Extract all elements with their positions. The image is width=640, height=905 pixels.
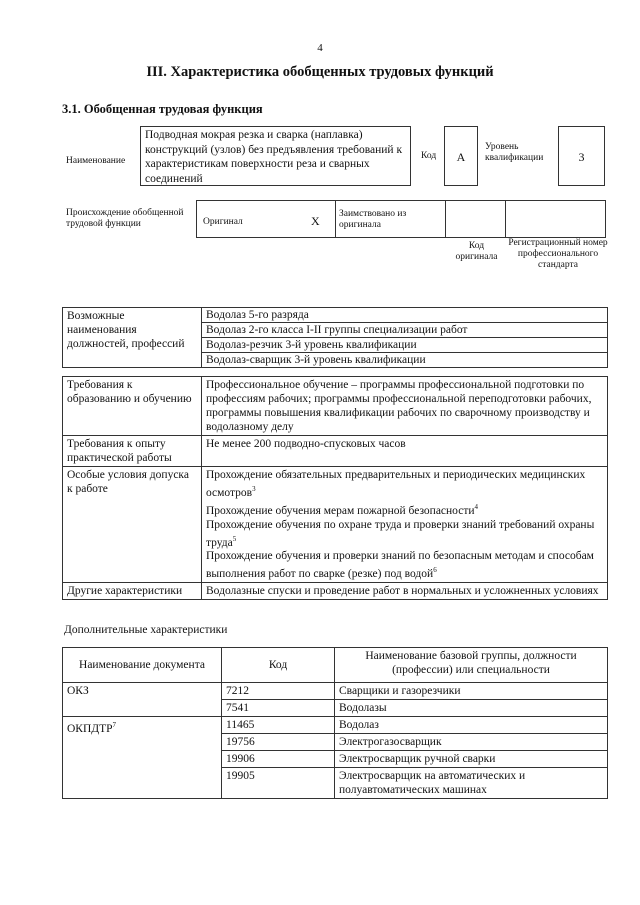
position-item: Водолаз 2-го класса I-II группы специализации работ — [202, 323, 607, 338]
row-name: Сварщики и газорезчики — [335, 683, 608, 700]
row-code: 11465 — [222, 717, 335, 734]
name-value: Подводная мокрая резка и сварка (наплавка) конструкций (узлов) без предъявления требований к характеристикам поверхности реза и сварных соединений — [140, 126, 411, 186]
level-value: 3 — [558, 126, 605, 186]
col-doc-header: Наименование документа — [63, 648, 222, 683]
other-value: Водолазные спуски и проведение работ в нормальных и усложненных условиях — [202, 583, 608, 600]
special-item: Прохождение обучения мерам пожарной безопасности$^4$ — [206, 502, 479, 517]
code-value: A — [444, 126, 478, 186]
borrowed-label: Заимствовано из оригинала — [339, 209, 407, 230]
education-label: Требования к образованию и обучению — [63, 377, 202, 436]
row-code: 7212 — [222, 683, 335, 700]
position-item: Водолаз-сварщик 3-й уровень квалификации — [206, 354, 426, 366]
special-item: Прохождение обязательных предварительных и периодических медицинских осмотров$^3$ — [206, 469, 586, 499]
original-mark: X — [311, 214, 320, 228]
origin-label: Происхождение обобщенной трудовой функции — [66, 208, 184, 229]
special-item: Прохождение обучения и проверки знаний по безопасным методам и способам выполнения работ по сварке (резке) под водой$^6$ — [206, 550, 594, 581]
row-code: 19905 — [222, 768, 335, 799]
name-label: Наименование — [66, 156, 126, 166]
special-conditions — [202, 467, 608, 583]
original-label: Оригинал — [203, 217, 243, 227]
special-label: Особые условия допуска к работе — [63, 467, 202, 583]
row-code: 19756 — [222, 734, 335, 751]
position-item: Водолаз-резчик 3-й уровень квалификации — [202, 338, 607, 353]
row-name: Электросварщик на автоматических и полуавтоматических машинах — [335, 768, 608, 799]
row-name: Водолаз — [335, 717, 608, 734]
row-name: Электросварщик ручной сварки — [335, 751, 608, 768]
row-code: 19906 — [222, 751, 335, 768]
okpdtr-cell: ОКПДТР$^7$ — [63, 717, 222, 799]
additional-table — [62, 647, 608, 799]
position-item: Водолаз 5-го разряда — [202, 308, 607, 323]
experience-label: Требования к опыту практической работы — [63, 436, 202, 467]
page-number: 4 — [317, 42, 323, 54]
code-label: Код — [421, 151, 437, 161]
reg-caption: Регистрационный номер профессионального стандарта — [508, 238, 608, 270]
code-caption: Код оригинала — [455, 241, 498, 262]
experience-value: Не менее 200 подводно-спусковых часов — [202, 436, 608, 467]
row-code: 7541 — [222, 700, 335, 717]
other-label: Другие характеристики — [63, 583, 202, 600]
origin-box — [196, 200, 606, 238]
row-name: Электрогазосварщик — [335, 734, 608, 751]
section-title: III. Характеристика обобщенных трудовых функций — [146, 64, 494, 80]
positions-label: Возможные наименования должностей, профессий — [63, 308, 202, 368]
education-value: Профессиональное обучение – программы профессиональной подготовки по профессиям рабочих; программы профессиональной переподготовки рабочих, программы повышения квалификации рабочих по сварочному производству и водолазному делу — [202, 377, 608, 436]
row-name: Водолазы — [335, 700, 608, 717]
additional-title: Дополнительные характеристики — [64, 624, 228, 636]
positions-table — [62, 307, 608, 368]
okpdtr-label: ОКПДТР — [67, 722, 113, 735]
okz-label: ОКЗ — [63, 683, 222, 717]
requirements-table — [62, 376, 608, 600]
col-code-header: Код — [222, 648, 335, 683]
subsection-title: 3.1. Обобщенная трудовая функция — [62, 102, 263, 116]
col-name-header: Наименование базовой группы, должности (профессии) или специальности — [335, 648, 608, 683]
level-label: Уровень квалификации — [485, 142, 544, 163]
special-item: Прохождение обучения по охране труда и проверки знаний требований охраны труда$^5$ — [206, 518, 595, 549]
